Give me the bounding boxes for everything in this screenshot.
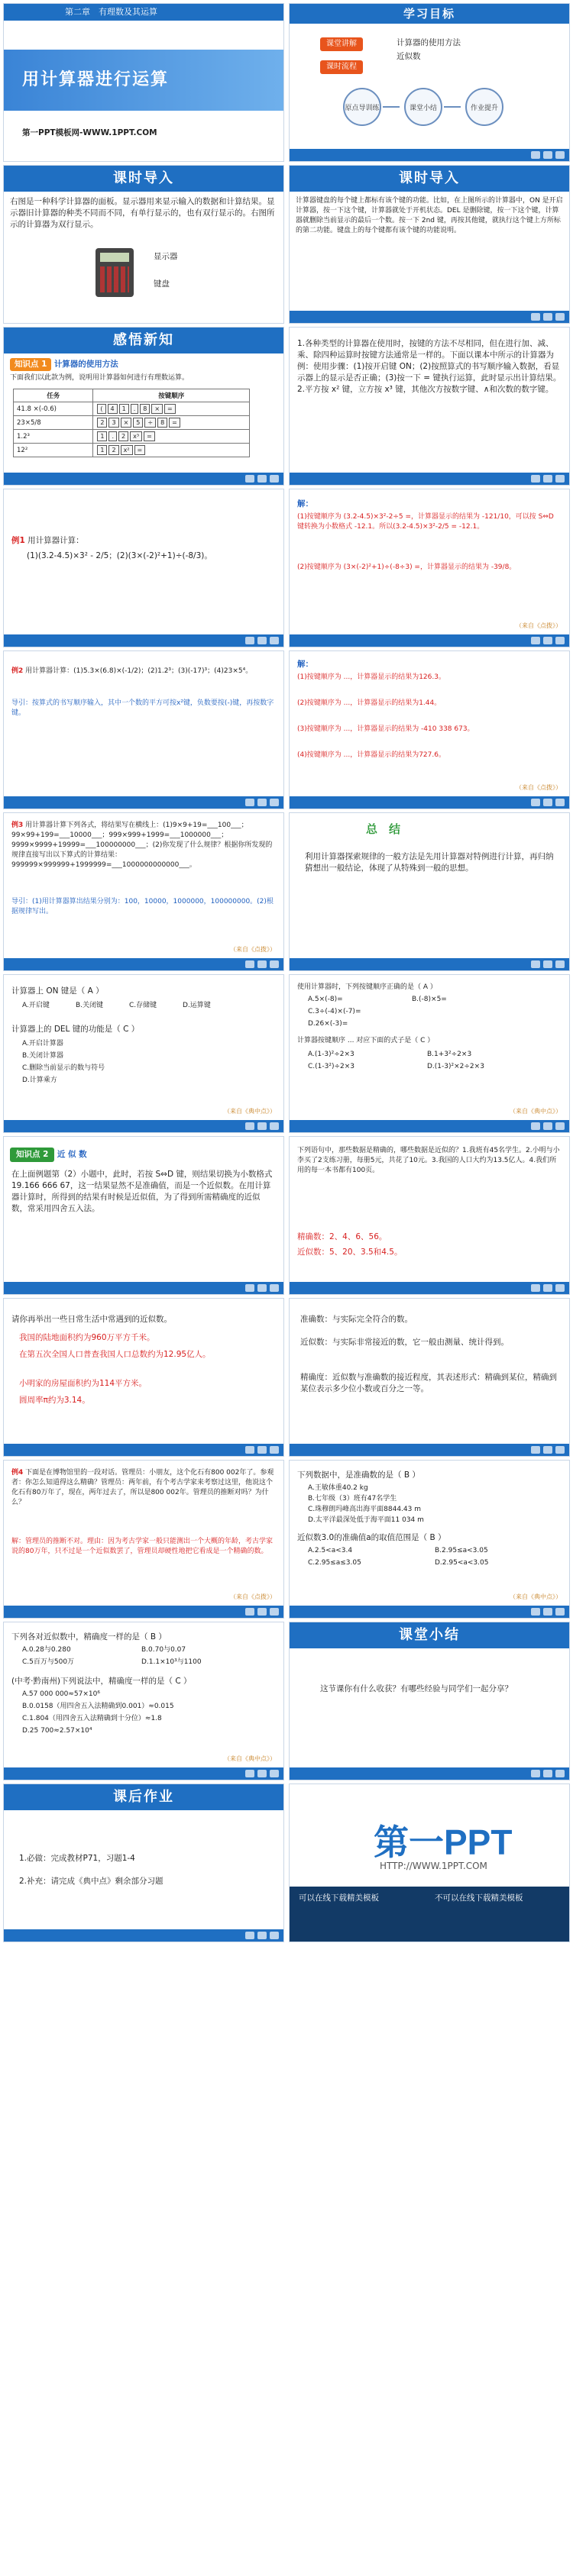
slide-intro-1 xyxy=(3,165,284,324)
tag-flow: 课时流程 xyxy=(320,60,363,74)
q3-option-b[interactable]: B.(-8)×5= xyxy=(412,996,447,1003)
solution2-label: 解： xyxy=(297,660,313,669)
intro2-text: 计算器键盘的每个键上都标有该个键的功能。比如，在上图所示的计算器中，ON 是开启计算器，按一下这个键，计算器就处于开机状态。DEL 是删除键，按一下这个键，计算器就删除当前显示的最后一个数。按一下 2nd 键，再按其他键，就执行这个键上方所标的第二功能。键盘上的每个键都有该个键的功能说明。 xyxy=(296,197,563,234)
intro-banner: 课时导入 xyxy=(4,166,283,192)
question-8: (中考·黔南州)下列说法中，精确度一样的是（ C ） xyxy=(11,1677,192,1686)
chapter-title: 第二章 有理数及其运算 xyxy=(4,4,283,21)
source-cite: （来自《点拨》） xyxy=(230,946,276,953)
homework-banner: 课后作业 xyxy=(4,1784,283,1810)
summary-title: 总 结 xyxy=(366,822,401,836)
nav-dots[interactable] xyxy=(245,1284,279,1292)
q8-option-d[interactable]: D.25 700≈2.57×10⁴ xyxy=(22,1727,92,1735)
end-url[interactable]: HTTP://WWW.1PPT.COM xyxy=(380,1861,487,1871)
nav-dots[interactable] xyxy=(531,1608,565,1616)
q6-option-b[interactable]: B.2.95≤a<3.05 xyxy=(435,1547,488,1554)
nav-dots[interactable] xyxy=(245,799,279,806)
solution-line-2: (2)按键顺序为 (3×(-2)²+1)÷(-8÷3) =，计算器显示的结果为 -39/8。 xyxy=(297,563,516,571)
source-cite: （来自《点拨》） xyxy=(516,784,562,791)
q5-option-b[interactable]: B.七年级（3）班有47名学生 xyxy=(308,1495,397,1503)
definition-2: 近似数：与实际非常接近的数，它一般由测量、统计得到。 xyxy=(300,1338,509,1347)
q4-option-b[interactable]: B.1+3²÷2×3 xyxy=(427,1051,472,1058)
slide-practice-4 xyxy=(3,1622,284,1780)
q1-option-b[interactable]: B.关闭键 xyxy=(76,1002,104,1009)
q1-option-c[interactable]: C.存储键 xyxy=(129,1002,157,1009)
life-prompt: 请你再举出一些日常生活中常遇到的近似数。 xyxy=(11,1315,172,1324)
ad-text-2[interactable]: 不可以在线下载精美模板 xyxy=(435,1893,523,1903)
source-cite: （来自《点拨》） xyxy=(230,1593,276,1600)
nav-dots[interactable] xyxy=(531,1122,565,1130)
q4-option-d[interactable]: D.(1-3)²×2÷2×3 xyxy=(427,1063,484,1070)
slide-solution-1 xyxy=(289,489,570,647)
nav-dots[interactable] xyxy=(531,151,565,159)
tag-lecture: 课堂讲解 xyxy=(320,37,363,51)
nav-dots[interactable] xyxy=(531,637,565,644)
definition-1: 准确数：与实际完全符合的数。 xyxy=(300,1315,413,1324)
example2-text: 用计算器计算：(1)5.3×(6.8)×(-1/2)；(2)1.2³；(3)(-17)³；(4)23×5⁴。 xyxy=(25,667,253,675)
approx-text: 在上面例题第（2）小题中，此时，若按 S⇔D 键，则结果切换为小数格式19.166 666 67，这一结果显然不是准确值，而是一个近似数。在用计算器计算时，所得到的结果有时候是近似值，为了得到所需精确度的近似数，常采用四舍五入法。 xyxy=(11,1170,273,1213)
question-4: 计算器按键顺序 ... 对应下面的式子是（ C ） xyxy=(297,1037,435,1044)
nav-dots[interactable] xyxy=(245,1932,279,1939)
goal-item-2: 近似数 xyxy=(397,52,421,61)
nav-dots[interactable] xyxy=(531,313,565,321)
example3-tip: 导引：(1)用计算器算出结果分别为：100，10000，1000000，100000000。(2)根据规律写出。 xyxy=(11,898,274,915)
slide-example-4 xyxy=(3,1460,284,1619)
q6-option-a[interactable]: A.2.5<a<3.4 xyxy=(308,1547,353,1554)
q3-option-c[interactable]: C.3÷(-4)×(-7)= xyxy=(308,1008,361,1015)
source-cite: （来自《典中点》） xyxy=(224,1755,276,1762)
source-cite: （来自《典中点》） xyxy=(510,1108,562,1115)
source-cite: （来自《点拨》） xyxy=(516,622,562,629)
life-example-3: 小明家的房屋面积约为114平方米。 xyxy=(19,1379,147,1388)
homework-item-1: 1.必做：完成教材P71，习题1-4 xyxy=(19,1854,135,1863)
nav-dots[interactable] xyxy=(245,1446,279,1454)
solution2-line-1: (1)按键顺序为 ...，计算器显示的结果为126.3。 xyxy=(297,673,445,681)
cover-title: 用计算器进行运算 xyxy=(22,70,170,89)
nav-dots[interactable] xyxy=(531,1446,565,1454)
table-row: 1.2³ 1 . 2 x³ = xyxy=(14,430,250,444)
example-label: 例1 xyxy=(11,536,25,545)
q1-option-d[interactable]: D.运算键 xyxy=(183,1002,211,1009)
ad-bar xyxy=(290,1887,569,1942)
nav-dots[interactable] xyxy=(531,960,565,968)
goals-banner: 学习目标 xyxy=(290,4,569,24)
example2-label: 例2 xyxy=(11,667,24,675)
flow-arrow-1 xyxy=(383,106,400,108)
slide-end xyxy=(289,1784,570,1942)
q5-option-a[interactable]: A.王敏体重40.2 kg xyxy=(308,1484,368,1492)
q1-option-a[interactable]: A.开启键 xyxy=(22,1002,50,1009)
nav-dots[interactable] xyxy=(531,1284,565,1292)
slide-practice-2 xyxy=(289,974,570,1133)
nav-dots[interactable] xyxy=(245,960,279,968)
q2-option-c[interactable]: C.删除当前显示的数与符号 xyxy=(22,1064,105,1072)
q4-option-a[interactable]: A.(1-3)²÷2×3 xyxy=(308,1051,354,1058)
class-summary-banner: 课堂小结 xyxy=(290,1622,569,1648)
flow-step-2: 课堂小结 xyxy=(404,88,442,126)
q8-option-a[interactable]: A.57 000 000≈57×10⁶ xyxy=(22,1690,100,1698)
slide-footer xyxy=(290,149,569,161)
life-example-1: 我国的陆地面积约为960万平方千米。 xyxy=(19,1333,155,1342)
table-row: 23×5/8 2 3 × 5 ÷ 8 = xyxy=(14,416,250,430)
slide-example-1 xyxy=(3,489,284,647)
question-1: 计算器上 ON 键是（ A ） xyxy=(11,986,104,996)
slide-practice-3 xyxy=(289,1460,570,1619)
flow-step-1: 原点导训练 xyxy=(343,88,381,126)
example3-label: 例3 xyxy=(11,822,24,829)
knowledge-tag: 知识点 1 xyxy=(10,358,51,371)
slide-approx-life xyxy=(3,1298,284,1457)
nav-dots[interactable] xyxy=(245,475,279,483)
example4-answer: 解：管理员的推断不对。理由：因为考古学家一般只能测出一个大概的年龄，考古学家说的80万年，只不过是一个近似数罢了，管理员却硬性地把它看成是一个精确的数。 xyxy=(11,1538,274,1555)
q7-option-b[interactable]: B.0.70与0.07 xyxy=(141,1646,186,1654)
slide-example-2 xyxy=(3,650,284,809)
class-summary-text: 这节课你有什么收获？有哪些经验与同学们一起分享？ xyxy=(320,1684,513,1693)
ad-text-1[interactable]: 可以在线下载精美模板 xyxy=(299,1893,379,1903)
slide-homework xyxy=(3,1784,284,1942)
source-cite: （来自《典中点》） xyxy=(510,1593,562,1600)
cover-hero xyxy=(4,50,283,111)
label-display: 显示器 xyxy=(154,252,178,261)
q5-option-c[interactable]: C.珠穆朗玛峰高出海平面8844.43 m xyxy=(308,1506,421,1513)
question-5: 下列数据中，是准确数的是（ B ） xyxy=(297,1470,420,1480)
solution-line-1: (1)按键顺序为 (3.2-4.5)×3²-2÷5 =，计算器显示的结果为 -121/10，可以按 S⇔D 键转换为小数格式 -12.1。所以(3.2-4.5)×3²-2/5 = -12.1。 xyxy=(297,513,554,531)
flow-step-3: 作业提升 xyxy=(465,88,503,126)
nav-dots[interactable] xyxy=(245,1770,279,1777)
solution2-line-3: (3)按键顺序为 ...，计算器显示的结果为 -410 338 673。 xyxy=(297,725,474,733)
life-example-4: 圆周率π约为3.14。 xyxy=(19,1396,90,1405)
solution2-line-2: (2)按键顺序为 ...，计算器显示的结果为1.44。 xyxy=(297,699,442,707)
usage-text: 1.各种类型的计算器在使用时，按键的方法不尽相同，但在进行加、减、乘、除四种运算时按键方法通常是一样的。下面以课本中所示的计算器为例：使用步骤：(1)按开启键 ON；(2)按照算式的书写顺序输入数据，看显示器上的显示是否正确；(3)按一下 = 键执行运算，此时显示出计算结果。2.平方按 x² 键，立方按 x³ 键，其他次方按数字键、∧和次数的数字键。 xyxy=(297,339,562,394)
slide-example-3 xyxy=(3,812,284,971)
knowledge2-tag: 知识点 2 xyxy=(10,1148,54,1162)
slide-approx-examples xyxy=(289,1136,570,1295)
question-7: 下列各对近似数中，精确度一样的是（ B ） xyxy=(11,1632,167,1641)
solution-label: 解： xyxy=(297,499,313,508)
q7-option-c[interactable]: C.5百万与500万 xyxy=(22,1658,75,1666)
slide-solution-2 xyxy=(289,650,570,809)
nav-dots[interactable] xyxy=(531,799,565,806)
intro2-banner: 课时导入 xyxy=(290,166,569,192)
source-cite: （来自《典中点》） xyxy=(224,1108,276,1115)
intro-text: 右图是一种科学计算器的面板。显示器用来显示输入的数据和计算结果。显示器旧计算器的种类不同而不同，有单行显示的，也有双行显示的。右图所示的计算器为双行显示。 xyxy=(10,197,275,229)
summary-text: 利用计算器探索规律的一般方法是先用计算器对特例进行计算，再归纳猜想出一般结论，体现了从特殊到一般的思想。 xyxy=(305,852,554,873)
q8-option-c[interactable]: C.1.804（用四舍五入法精确到十分位）≈1.8 xyxy=(22,1715,162,1722)
example4-label: 例4 xyxy=(11,1469,24,1477)
nav-dots[interactable] xyxy=(245,1122,279,1130)
slide-cover xyxy=(3,3,284,162)
slide-summary-note xyxy=(289,812,570,971)
q3-option-d[interactable]: D.26×(-3)= xyxy=(308,1020,348,1028)
q5-option-d[interactable]: D.太平洋最深处低于海平面11 034 m xyxy=(308,1516,424,1524)
cover-brand: 第一PPT模板网-WWW.1PPT.COM xyxy=(22,128,157,137)
q4-option-c[interactable]: C.(1-3²)÷2×3 xyxy=(308,1063,355,1070)
q6-option-c[interactable]: C.2.95≤a≤3.05 xyxy=(308,1559,361,1567)
question-2: 计算器上的 DEL 键的功能是（ C ） xyxy=(11,1025,140,1034)
approx-answer-2: 近似数：5、20、3.5和4.5。 xyxy=(297,1248,403,1257)
q2-option-d[interactable]: D.计算乘方 xyxy=(22,1077,57,1084)
knowledge-title: 计算器的使用方法 xyxy=(53,360,118,369)
label-keys: 键盘 xyxy=(154,279,170,289)
slide-practice-1 xyxy=(3,974,284,1133)
q2-option-b[interactable]: B.关闭计算器 xyxy=(22,1052,64,1060)
example2-tip: 导引：按算式的书写顺序输入，其中一个数的平方可按x²键，负数要按(-)键，再按数字键。 xyxy=(11,699,274,717)
life-example-2: 在第五次全国人口普查我国人口总数约为12.95亿人。 xyxy=(19,1350,211,1359)
example3-text: 用计算器计算下列各式，将结果写在横线上：(1)9×9+19=___100___；99×99+199=___10000___；999×999+1999=___1000000___；9999×9999+19999=___100000000___；(2)你发现了什么规律？根据你所发现的规律直接写出以下算式的计算结果：999999×999999+1999999=___1000000000000___。 xyxy=(11,822,273,869)
slide-intro-2 xyxy=(289,165,570,324)
definition-3: 精确度：近似数与准确数的接近程度，其表述形式：精确到某位，精确到某位表示多少位小数或百分之一等。 xyxy=(300,1373,557,1393)
calculator-image xyxy=(96,248,134,297)
slide-knowledge-3 xyxy=(3,1136,284,1295)
slide-definitions xyxy=(289,1298,570,1457)
end-logo: 第一PPT xyxy=(374,1822,513,1862)
knowledge-banner: 感悟新知 xyxy=(4,328,283,353)
q6-option-d[interactable]: D.2.95<a<3.05 xyxy=(435,1559,489,1567)
nav-dots[interactable] xyxy=(531,475,565,483)
goal-item-1: 计算器的使用方法 xyxy=(397,38,461,47)
table-row: 41.8 ×(-0.6) ( 4 1 . 8 × = xyxy=(14,402,250,416)
table-row: 12² 1 2 x² = xyxy=(14,444,250,457)
key-table: 任务 按键顺序 41.8 ×(-0.6) ( 4 1 . 8 × = 23×5/8 2 3 × 5 ÷ 8 = 1.2³ 1 . 2 x³ = 12² 1 2 x² = xyxy=(13,389,250,457)
question-6: 近似数3.0的准确值a的取值范围是（ B ） xyxy=(297,1533,446,1542)
example-question: (1)(3.2-4.5)×3² - 2/5；(2)(3×(-2)²+1)÷(-8/3)。 xyxy=(27,551,212,560)
nav-dots[interactable] xyxy=(245,1608,279,1616)
approx-answer-1: 精确数：2、4、6、56。 xyxy=(297,1232,387,1241)
homework-item-2: 2.补充：请完成《典中点》剩余部分习题 xyxy=(19,1877,163,1886)
nav-dots[interactable] xyxy=(531,1770,565,1777)
solution2-line-4: (4)按键顺序为 ...，计算器显示的结果为727.6。 xyxy=(297,751,445,759)
question-3: 使用计算器时，下列按键顺序正确的是（ A ） xyxy=(297,983,437,991)
slide-class-summary xyxy=(289,1622,570,1780)
flow-arrow-2 xyxy=(444,106,461,108)
slide-knowledge-2 xyxy=(289,327,570,486)
slide-goals xyxy=(289,3,570,162)
q7-option-a[interactable]: A.0.28与0.280 xyxy=(22,1646,71,1654)
q2-option-a[interactable]: A.开启计算器 xyxy=(22,1040,63,1048)
approx-question: 下列语句中，那些数据是精确的，哪些数据是近似的？1.我班有45名学生。2.小明与小李买了2支练习册，每册5元，共花了10元。3.我国的人口大约为13.5亿人。4.我们所用的每一本书都有100页。 xyxy=(297,1147,560,1174)
knowledge2-title: 近 似 数 xyxy=(57,1150,87,1159)
nav-dots[interactable] xyxy=(245,637,279,644)
example-text: 用计算器计算： xyxy=(28,536,84,545)
q3-option-a[interactable]: A.5×(-8)= xyxy=(308,996,343,1003)
knowledge-intro: 下面我们以此款为例，说明用计算器如何进行有理数运算。 xyxy=(10,374,189,382)
slide-knowledge-1 xyxy=(3,327,284,486)
q7-option-d[interactable]: D.1.1×10³与1100 xyxy=(141,1658,202,1666)
q8-option-b[interactable]: B.0.0158（用四舍五入法精确到0.001）≈0.015 xyxy=(22,1703,174,1710)
example4-text: 下面是在博物馆里的一段对话。管理员：小朋友，这个化石有800 002年了。参观者：你怎么知道得这么精确？管理员：两年前，有个考古学家来考察过这里，他说这个化石有80万年了，现在，两年过去了，所以是800 002年。管理员的推断对吗？为什么？ xyxy=(11,1469,274,1506)
